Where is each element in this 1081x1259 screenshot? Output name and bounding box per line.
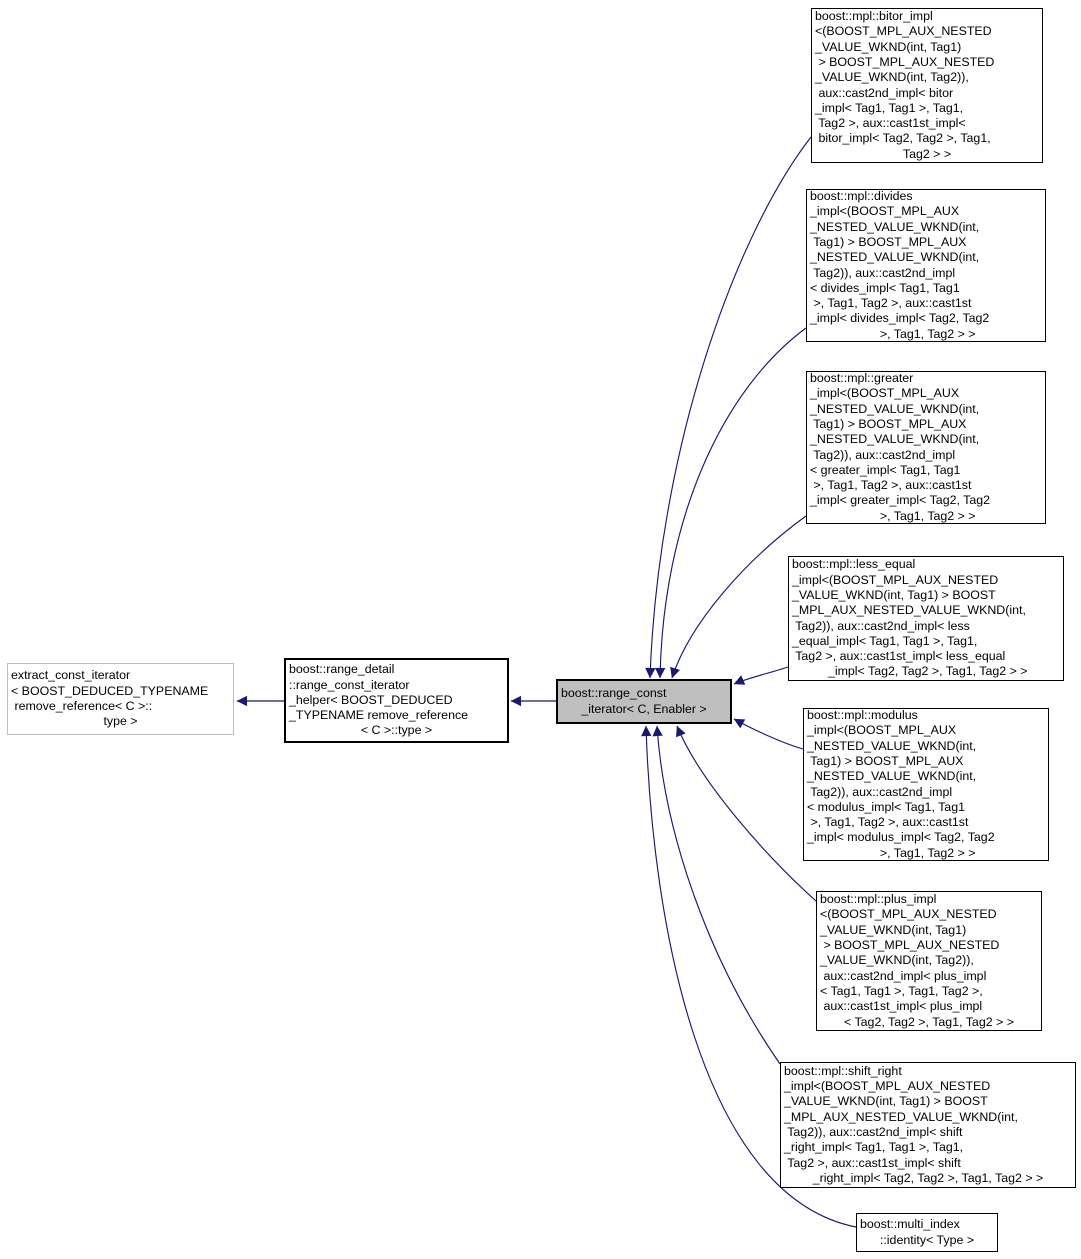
- node-label-line: _NESTED_VALUE_WKND(int,: [807, 769, 977, 784]
- node-label-line: ::identity< Type >: [879, 1232, 975, 1247]
- node-label-line: >, Tag1, Tag2 >, aux::cast1st: [810, 296, 972, 311]
- node-label-line: Tag2)), aux::cast2nd_impl: [807, 784, 953, 799]
- node-label-line: _right_impl< Tag2, Tag2 >, Tag1, Tag2 > >: [812, 1170, 1044, 1185]
- node-label-line: boost::mpl::modulus: [807, 708, 918, 723]
- node-label-line: Tag1) > BOOST_MPL_AUX: [807, 753, 964, 768]
- node-bitor-impl[interactable]: [811, 8, 1043, 163]
- node-label-line: boost::multi_index: [860, 1217, 960, 1232]
- node-label-line: _VALUE_WKND(int, Tag2)),: [815, 70, 969, 85]
- node-label-line: _impl<(BOOST_MPL_AUX: [810, 204, 960, 219]
- node-less-equal-impl[interactable]: [788, 556, 1064, 681]
- node-label-line: _NESTED_VALUE_WKND(int,: [810, 432, 980, 447]
- node-label-line: boost::range_const: [561, 686, 667, 701]
- node-label-line: Tag2 >, aux::cast1st_impl< shift: [784, 1155, 961, 1170]
- node-label-line: Tag1) > BOOST_MPL_AUX: [810, 416, 967, 431]
- node-modulus-impl[interactable]: [803, 708, 1049, 861]
- inheritance-arrow-less-equal-impl-to-range-const-iterator: [734, 667, 788, 684]
- node-label-line: > BOOST_MPL_AUX_NESTED: [820, 938, 1000, 953]
- node-label-line: boost::range_detail: [289, 662, 395, 677]
- node-label-line: boost::mpl::less_equal: [792, 557, 916, 572]
- node-label-line: _VALUE_WKND(int, Tag1) > BOOST: [784, 1094, 988, 1109]
- node-label-line: _helper< BOOST_DEDUCED: [289, 692, 453, 707]
- node-label-line: _NESTED_VALUE_WKND(int,: [810, 219, 980, 234]
- node-label-line: Tag2)), aux::cast2nd_impl< less: [792, 618, 970, 633]
- node-label-line: Tag2 >, aux::cast1st_impl<: [815, 116, 966, 131]
- node-label-line: _VALUE_WKND(int, Tag1): [815, 39, 962, 54]
- node-label-line: _impl<(BOOST_MPL_AUX: [810, 386, 960, 401]
- node-label-line: < Tag2, Tag2 >, Tag1, Tag2 > >: [844, 1014, 1014, 1029]
- node-label-line: <(BOOST_MPL_AUX_NESTED: [815, 24, 992, 39]
- inheritance-arrow-plus-impl-to-range-const-iterator: [677, 726, 816, 901]
- node-label-line: _impl<(BOOST_MPL_AUX_NESTED: [784, 1079, 991, 1094]
- node-label-line: >, Tag1, Tag2 > >: [876, 326, 976, 341]
- node-label-line: aux::cast2nd_impl< bitor: [815, 85, 954, 100]
- node-label-line: boost::mpl::divides: [810, 189, 913, 204]
- node-label-line: _impl< Tag2, Tag2 >, Tag1, Tag2 > >: [824, 664, 1028, 679]
- node-label-line: _VALUE_WKND(int, Tag2)),: [820, 953, 974, 968]
- node-label-line: remove_reference< C >::: [11, 699, 153, 713]
- node-label-line: < greater_impl< Tag1, Tag1: [810, 462, 961, 477]
- node-label-line: _MPL_AUX_NESTED_VALUE_WKND(int,: [792, 603, 1026, 618]
- node-label-line: Tag2 >, aux::cast1st_impl< less_equal: [792, 649, 1006, 664]
- node-label-line: boost::mpl::greater: [810, 371, 914, 386]
- node-label-line: boost::mpl::plus_impl: [820, 892, 937, 907]
- node-divides-impl[interactable]: [806, 189, 1046, 342]
- node-label-line: _impl< greater_impl< Tag2, Tag2: [810, 493, 991, 508]
- node-label-line: _impl<(BOOST_MPL_AUX_NESTED: [792, 572, 999, 587]
- node-label-line: Tag2)), aux::cast2nd_impl< shift: [784, 1125, 963, 1139]
- node-label-line: bitor_impl< Tag2, Tag2 >, Tag1,: [815, 131, 991, 146]
- node-label-line: aux::cast1st_impl< plus_impl: [820, 999, 983, 1014]
- node-shift-right-impl[interactable]: [780, 1062, 1076, 1188]
- node-multi-index-identity[interactable]: [856, 1213, 998, 1252]
- node-label-line: _iterator< C, Enabler >: [581, 701, 707, 716]
- node-label-line: > BOOST_MPL_AUX_NESTED: [815, 54, 995, 69]
- node-label-line: _NESTED_VALUE_WKND(int,: [807, 738, 977, 753]
- node-label-line: _VALUE_WKND(int, Tag1): [820, 922, 967, 937]
- node-label-line: _MPL_AUX_NESTED_VALUE_WKND(int,: [784, 1109, 1018, 1124]
- node-label-line: _impl<(BOOST_MPL_AUX: [807, 723, 957, 738]
- node-label-line: _NESTED_VALUE_WKND(int,: [810, 250, 980, 265]
- node-label-line: _VALUE_WKND(int, Tag1) > BOOST: [792, 587, 996, 602]
- node-label-line: < modulus_impl< Tag1, Tag1: [807, 799, 965, 814]
- node-label-line: ::range_const_iterator: [289, 677, 410, 692]
- node-label-line: < C >::type >: [360, 723, 433, 738]
- node-label-line: _impl< Tag1, Tag1 >, Tag1,: [815, 100, 964, 115]
- node-plus-impl[interactable]: [816, 891, 1042, 1031]
- node-label-line: _NESTED_VALUE_WKND(int,: [810, 401, 980, 416]
- node-label-line: aux::cast2nd_impl< plus_impl: [820, 968, 987, 983]
- node-label-line: Tag2 > >: [902, 146, 952, 161]
- node-label-line: _TYPENAME remove_reference: [289, 708, 469, 723]
- inheritance-arrow-divides-impl-to-range-const-iterator: [660, 328, 806, 678]
- node-label-line: _equal_impl< Tag1, Tag1 >, Tag1,: [792, 633, 978, 648]
- node-label-line: Tag2)), aux::cast2nd_impl: [810, 265, 956, 280]
- node-label-line: >, Tag1, Tag2 >, aux::cast1st: [807, 815, 969, 830]
- node-range-const-iterator: [556, 679, 732, 724]
- node-label-line: boost::mpl::shift_right: [784, 1063, 902, 1078]
- node-label-line: _impl< modulus_impl< Tag2, Tag2: [807, 830, 995, 845]
- node-label-line: Tag1) > BOOST_MPL_AUX: [810, 234, 967, 249]
- node-label-line: >, Tag1, Tag2 > >: [876, 845, 976, 860]
- node-range-const-iterator-helper[interactable]: [284, 658, 509, 743]
- node-label-line: type >: [103, 714, 138, 729]
- node-label-line: < Tag1, Tag1 >, Tag1, Tag2 >,: [820, 983, 983, 998]
- inheritance-arrow-shift-right-impl-to-range-const-iterator: [657, 726, 780, 1064]
- inheritance-arrow-modulus-impl-to-range-const-iterator: [734, 719, 803, 749]
- node-label-line: boost::mpl::bitor_impl: [815, 9, 933, 24]
- node-label-line: _right_impl< Tag1, Tag1 >, Tag1,: [784, 1140, 964, 1155]
- node-label-line: < divides_impl< Tag1, Tag1: [810, 280, 960, 295]
- node-label-line: >, Tag1, Tag2 > >: [876, 508, 976, 523]
- node-greater-impl[interactable]: [806, 371, 1046, 524]
- node-label-line: < BOOST_DEDUCED_TYPENAME: [11, 683, 209, 698]
- inheritance-arrow-greater-impl-to-range-const-iterator: [672, 516, 806, 678]
- node-label-line: _impl< divides_impl< Tag2, Tag2: [810, 311, 990, 326]
- node-extract-const-iterator: [7, 663, 234, 735]
- node-label-line: <(BOOST_MPL_AUX_NESTED: [820, 907, 997, 922]
- node-label-line: extract_const_iterator: [11, 668, 131, 683]
- node-label-line: >, Tag1, Tag2 >, aux::cast1st: [810, 478, 972, 493]
- inheritance-arrow-bitor-impl-to-range-const-iterator: [650, 137, 811, 678]
- node-label-line: Tag2)), aux::cast2nd_impl: [810, 447, 956, 462]
